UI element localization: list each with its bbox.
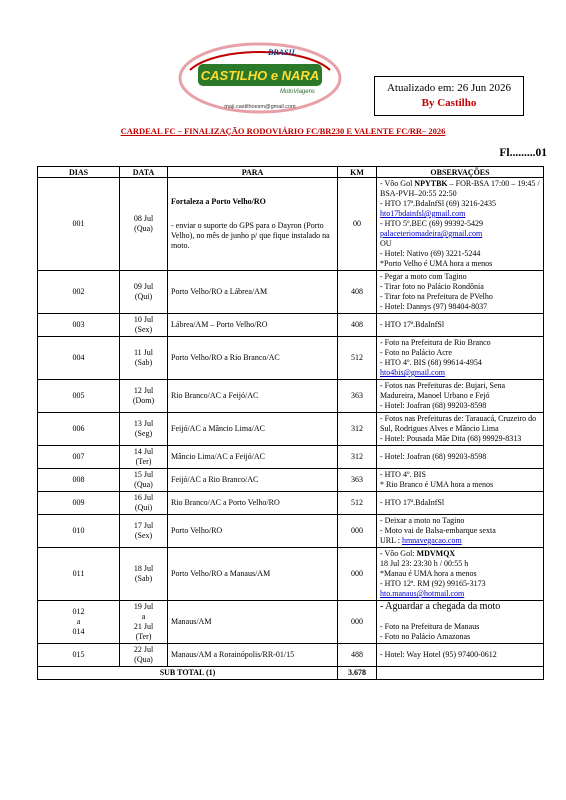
para-text: Porto Velho/RO — [171, 526, 223, 535]
obs-line: - Hotel: Joafran (68) 99203-8598 — [380, 401, 487, 410]
data-text: (Qua) — [134, 224, 153, 233]
table-row — [38, 446, 544, 469]
para-text: Porto Velho/RO a Rio Branco/AC — [171, 353, 280, 362]
header-dias: DIAS — [38, 167, 120, 178]
cell-para — [168, 314, 338, 337]
dia-text: 006 — [72, 424, 85, 433]
data-text: 08 Jul — [133, 214, 154, 223]
header-km: KM — [338, 167, 377, 178]
logo-email: maji.castilhoesm@gmail.com — [224, 104, 296, 110]
dia-text: 009 — [72, 498, 85, 507]
data-text: (Qua) — [134, 480, 153, 489]
table-row — [38, 548, 544, 601]
cell-dia — [38, 469, 120, 492]
header-data: DATA — [120, 167, 168, 178]
data-text: 16 Jul — [133, 493, 154, 502]
para-text: Feijó/AC a Mâncio Lima/AC — [171, 424, 265, 433]
cell-km: 312 — [338, 413, 377, 446]
cell-para — [168, 413, 338, 446]
obs-line: - Fotos nas Prefeituras de: Bujari, Sena Madureira, Manoel Urbano e Fejó — [380, 381, 506, 400]
cell-dia — [38, 314, 120, 337]
cell-km: 408 — [338, 314, 377, 337]
obs-line: - HTO 17ª.BdaInfSl — [380, 498, 445, 507]
obs-line: - HTO 5º.BEC (69) 99392-5429 — [380, 219, 483, 228]
cell-obs — [377, 380, 544, 413]
obs-line: 18 Jul 23: 23:30 h / 00:55 h — [380, 559, 469, 568]
table-row — [38, 178, 544, 271]
dia-text: a — [76, 617, 81, 626]
cell-para — [168, 515, 338, 548]
cell-km: 000 — [338, 601, 377, 644]
logo-sub: MotoViagens — [280, 89, 315, 95]
para-text: Porto Velho/RO a Manaus/AM — [171, 569, 271, 578]
data-text: (Sab) — [134, 358, 153, 367]
obs-line: - Hotel: Joafran (68) 99203-8598 — [380, 452, 487, 461]
obs-line: - Aguardar a chegada da moto — [380, 601, 501, 612]
table-row — [38, 469, 544, 492]
dia-text: 003 — [72, 320, 85, 329]
cell-data — [120, 337, 168, 380]
cell-para — [168, 644, 338, 667]
obs-line: - Tirar foto na Prefeitura de PVelho — [380, 292, 493, 301]
subtotal-value: 3.678 — [338, 667, 377, 680]
cell-dia — [38, 337, 120, 380]
cell-data — [120, 380, 168, 413]
page-title: CARDEAL FC – FINALIZAÇÃO RODOVIÁRIO FC/BR230 E VALENTE FC/RR– 2026 — [120, 126, 446, 136]
subtotal-empty — [377, 667, 544, 680]
obs-line: - Foto na Prefeitura de Manaus — [380, 622, 480, 631]
cell-para — [168, 380, 338, 413]
castilho-nara-logo — [176, 40, 344, 120]
obs-line: OU — [380, 239, 392, 248]
data-text: 15 Jul — [133, 470, 154, 479]
data-text: 21 Jul — [133, 622, 154, 631]
cell-dia — [38, 178, 120, 271]
cell-dia — [38, 644, 120, 667]
dia-text: 012 — [72, 607, 85, 616]
itinerary-table — [37, 166, 544, 680]
data-text: (Qua) — [134, 655, 153, 664]
cell-km: 408 — [338, 271, 377, 314]
subtotal-label: SUB TOTAL (1) — [38, 667, 338, 680]
data-text: 22 Jul — [133, 645, 154, 654]
cell-para — [168, 492, 338, 515]
data-text: 12 Jul — [133, 386, 154, 395]
data-text: 11 Jul — [133, 348, 154, 357]
data-text: (Ter) — [135, 632, 152, 641]
obs-line: - Hotel: Way Hotel (95) 97400-0612 — [380, 650, 497, 659]
cell-obs — [377, 271, 544, 314]
data-text: (Sex) — [134, 325, 153, 334]
data-text: (Qui) — [134, 292, 153, 301]
cell-dia — [38, 413, 120, 446]
cell-data — [120, 548, 168, 601]
cell-dia — [38, 548, 120, 601]
cell-obs — [377, 178, 544, 271]
dia-text: 014 — [72, 627, 85, 636]
dia-text: 005 — [72, 391, 85, 400]
cell-dia — [38, 380, 120, 413]
cell-data — [120, 601, 168, 644]
cell-obs — [377, 314, 544, 337]
cell-km: 000 — [338, 515, 377, 548]
dia-text: 011 — [72, 569, 85, 578]
data-text: 09 Jul — [133, 282, 154, 291]
obs-line[interactable]: hto4bis@gmail.com — [380, 368, 445, 377]
para-text: Porto Velho/RO a Lábrea/AM — [171, 287, 268, 296]
cell-dia — [38, 271, 120, 314]
data-text: (Qui) — [134, 503, 153, 512]
cell-obs — [377, 515, 544, 548]
cell-data — [120, 469, 168, 492]
table-row — [38, 492, 544, 515]
obs-line: - Foto na Prefeitura de Rio Branco — [380, 338, 491, 347]
obs-line: - Hotel: Dannys (97) 98404-8037 — [380, 302, 488, 311]
obs-line[interactable]: URL : hmnavegacao.com — [380, 536, 462, 545]
table-row — [38, 271, 544, 314]
cell-para — [168, 178, 338, 271]
dia-text: 008 — [72, 475, 85, 484]
dia-text: 010 — [72, 526, 85, 535]
data-text: (Sab) — [134, 574, 153, 583]
obs-line: - Hotel: Nativo (69) 3221-5244 — [380, 249, 481, 258]
updated-by: By Castilho — [421, 97, 477, 109]
para-text — [171, 207, 334, 221]
obs-line[interactable]: palaceteriomadeira@gmail.com — [380, 229, 483, 238]
table-row — [38, 337, 544, 380]
header-observacoes: OBSERVAÇÕES — [377, 167, 544, 178]
cell-km: 488 — [338, 644, 377, 667]
table-row — [38, 601, 544, 644]
logo-brasil: BRASIL — [268, 48, 297, 57]
obs-line: - HTO 12ª. RM (92) 99165-3173 — [380, 579, 486, 588]
logo-main: CASTILHO e NARA — [200, 68, 320, 83]
para-text: Manaus/AM — [171, 617, 212, 626]
dia-text: 001 — [72, 219, 85, 228]
data-text: a — [141, 612, 146, 621]
data-text: 18 Jul — [133, 564, 154, 573]
obs-line: - Moto vai de Balsa-embarque sexta — [380, 526, 496, 535]
obs-line: - HTO 17ª.BdaInfSl (69) 3216-2435 — [380, 199, 497, 208]
cell-data — [120, 178, 168, 271]
data-text: 14 Jul — [133, 447, 154, 456]
para-text: Feijó/AC a Rio Branco/AC — [171, 475, 259, 484]
cell-data — [120, 515, 168, 548]
cell-km: 512 — [338, 337, 377, 380]
data-text: (Ter) — [135, 457, 152, 466]
cell-dia — [38, 492, 120, 515]
obs-line[interactable]: hto.manaus@hotmail.com — [380, 589, 465, 598]
obs-line: - Vôo Gol: MDVMQX — [380, 549, 456, 558]
table-header-row — [38, 167, 544, 178]
obs-line: - HTO 4º. BIS (68) 99614-4954 — [380, 358, 482, 367]
cell-km: 00 — [338, 178, 377, 271]
obs-line: - Tirar foto no Palácio Rondônia — [380, 282, 484, 291]
obs-line: * Rio Branco é UMA hora a menos — [380, 480, 494, 489]
para-text: Lábrea/AM – Porto Velho/RO — [171, 320, 268, 329]
cell-obs — [377, 644, 544, 667]
dia-text: 015 — [72, 650, 85, 659]
subtotal-row — [38, 667, 544, 680]
updated-date: Atualizado em: 26 Jun 2026 — [386, 82, 512, 94]
obs-line: - Foto no Palácio Acre — [380, 348, 452, 357]
table-row — [38, 515, 544, 548]
cell-data — [120, 314, 168, 337]
data-text: (Sex) — [134, 531, 153, 540]
data-text: 13 Jul — [133, 419, 154, 428]
cell-data — [120, 446, 168, 469]
header-para: PARA — [168, 167, 338, 178]
cell-para — [168, 271, 338, 314]
cell-obs — [377, 446, 544, 469]
table-row — [38, 413, 544, 446]
cell-dia — [38, 515, 120, 548]
obs-line: - HTO 4º. BIS — [380, 470, 426, 479]
obs-line: - Pegar a moto com Tagino — [380, 272, 467, 281]
cell-obs — [377, 492, 544, 515]
obs-line: - Vôo Gol NPYTBK – FOR-BSA 17:00 – 19:45 / BSA-PVH–20:55 22:50 — [380, 179, 540, 198]
obs-line: *Porto Velho é UMA hora a menos — [380, 259, 493, 268]
dia-text: 004 — [72, 353, 85, 362]
cell-km: 363 — [338, 380, 377, 413]
cell-dia — [38, 601, 120, 644]
obs-line: - Fotos nas Prefeituras de: Tarauacá, Cruzeiro do Sul, Rodrigues Alves e Mâncio Lima — [380, 414, 537, 433]
para-text: Manaus/AM a Rorainópolis/RR-01/15 — [171, 650, 295, 659]
obs-line[interactable]: hto17bdainfsl@gmail.com — [380, 209, 466, 218]
para-text: Fortaleza a Porto Velho/RO — [171, 197, 266, 206]
cell-km: 363 — [338, 469, 377, 492]
table-row — [38, 380, 544, 413]
cell-obs — [377, 601, 544, 644]
dia-text: 007 — [72, 452, 85, 461]
para-text: - enviar o suporte do GPS para o Dayron (Porto Velho), no mês de junho p/ que fique instalado na moto. — [171, 221, 330, 250]
cell-obs — [377, 337, 544, 380]
cell-dia — [38, 446, 120, 469]
cell-para — [168, 469, 338, 492]
data-text: 10 Jul — [133, 315, 154, 324]
obs-line: - Foto no Palácio Amazonas — [380, 632, 471, 641]
cell-data — [120, 644, 168, 667]
cell-km: 000 — [338, 548, 377, 601]
para-text: Mâncio Lima/AC a Feijó/AC — [171, 452, 265, 461]
para-text: Rio Branco/AC a Porto Velho/RO — [171, 498, 280, 507]
para-text: Rio Branco/AC a Feijó/AC — [171, 391, 259, 400]
table-row — [38, 314, 544, 337]
cell-obs — [377, 469, 544, 492]
cell-km: 312 — [338, 446, 377, 469]
cell-km: 512 — [338, 492, 377, 515]
cell-obs — [377, 413, 544, 446]
cell-obs — [377, 548, 544, 601]
cell-para — [168, 548, 338, 601]
cell-para — [168, 446, 338, 469]
folio-number: Fl.........01 — [499, 147, 547, 159]
data-text: 17 Jul — [133, 521, 154, 530]
dia-text: 002 — [72, 287, 85, 296]
obs-line: - Hotel: Pousada Mãe Dita (68) 99929-8313 — [380, 434, 522, 443]
data-text: (Seg) — [134, 429, 153, 438]
cell-data — [120, 271, 168, 314]
obs-line: - Deixar a moto no Tagino — [380, 516, 465, 525]
data-text: (Dom) — [132, 396, 155, 405]
table-row — [38, 644, 544, 667]
cell-data — [120, 413, 168, 446]
obs-line: *Manau é UMA hora a menos — [380, 569, 477, 578]
cell-para — [168, 337, 338, 380]
cell-data — [120, 492, 168, 515]
obs-line: - HTO 17ª.BdaInfSl — [380, 320, 445, 329]
data-text: 19 Jul — [133, 602, 154, 611]
updated-box — [374, 76, 524, 116]
cell-para — [168, 601, 338, 644]
